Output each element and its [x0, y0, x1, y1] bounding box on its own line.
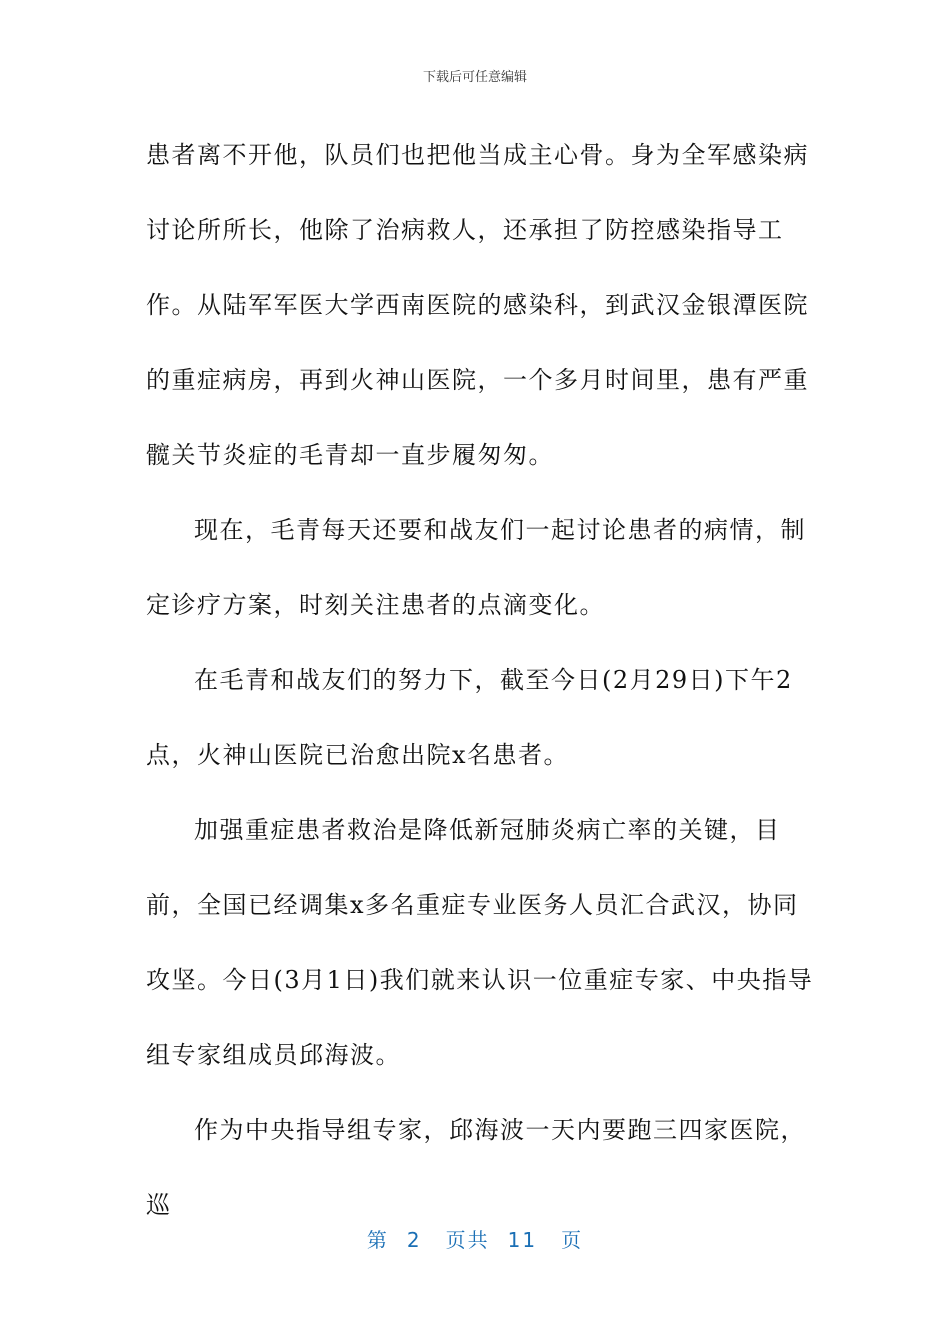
footer-total-pages: 11 — [507, 1228, 538, 1252]
document-body — [146, 118, 814, 1243]
footer-page-number: 2 — [406, 1228, 422, 1252]
paragraph: 作为中央指导组专家，邱海波一天内要跑三四家医院，巡 — [146, 1116, 806, 1219]
footer-suffix: 页 — [561, 1228, 584, 1252]
header-note: 下载后可任意编辑 — [422, 70, 527, 85]
paragraph: 现在，毛青每天还要和战友们一起讨论患者的病情，制定诊疗方案，时刻关注患者的点滴变化。 — [146, 516, 806, 619]
footer-middle: 页共 — [445, 1228, 490, 1252]
footer-prefix: 第 — [366, 1228, 389, 1252]
paragraph: 在毛青和战友们的努力下，截至今日(2月29日)下午2点，火神山医院已治愈出院x名患者。 — [146, 666, 793, 769]
paragraph: 加强重症患者救治是降低新冠肺炎病亡率的关键，目前，全国已经调集x多名重症专业医务人员汇合武汉，协同攻坚。今日(3月1日)我们就来认识一位重症专家、中央指导组专家组成员邱海波。 — [146, 816, 814, 1069]
paragraph: 患者离不开他，队员们也把他当成主心骨。身为全军感染病讨论所所长，他除了治病救人，还承担了防控感染指导工作。从陆军军医大学西南医院的感染科，到武汉金银潭医院的重症病房，再到火神山医院，一个多月时间里，患有严重髋关节炎症的毛青却一直步履匆匆。 — [146, 141, 809, 469]
page-footer — [0, 1224, 950, 1253]
